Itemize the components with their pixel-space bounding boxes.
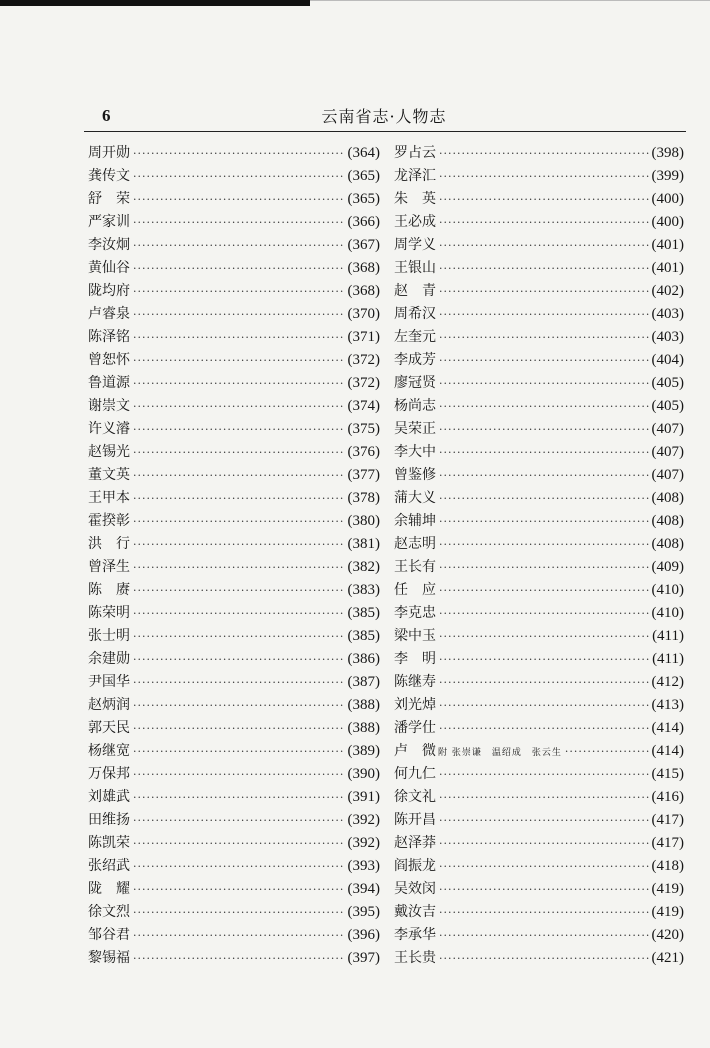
entry-page: (402) bbox=[651, 283, 684, 299]
entry-page: (404) bbox=[651, 352, 684, 368]
entry-name: 梁中玉 bbox=[394, 628, 436, 644]
toc-entry[interactable] bbox=[394, 257, 684, 280]
entry-page: (407) bbox=[651, 467, 684, 483]
toc-entry[interactable] bbox=[88, 234, 380, 257]
toc-entry[interactable] bbox=[394, 878, 684, 901]
entry-page: (376) bbox=[347, 444, 380, 460]
dot-leader bbox=[133, 372, 345, 395]
dot-leader bbox=[133, 211, 345, 234]
entry-name: 潘学仕 bbox=[394, 720, 436, 736]
entry-name: 王长有 bbox=[394, 559, 436, 575]
entry-page: (370) bbox=[347, 306, 380, 322]
dot-leader bbox=[133, 832, 345, 855]
toc-entry[interactable] bbox=[88, 280, 380, 303]
entry-page: (407) bbox=[651, 444, 684, 460]
entry-name: 左奎元 bbox=[394, 329, 436, 345]
page-header bbox=[84, 100, 684, 130]
dot-leader bbox=[133, 441, 345, 464]
dot-leader bbox=[439, 464, 649, 487]
entry-name: 张士明 bbox=[88, 628, 130, 644]
toc-entry[interactable] bbox=[394, 901, 684, 924]
entry-name: 陈开昌 bbox=[394, 812, 436, 828]
entry-page: (405) bbox=[651, 398, 684, 414]
entry-name: 余建勋 bbox=[88, 651, 130, 667]
entry-name: 赵志明 bbox=[394, 536, 436, 552]
toc-entry[interactable] bbox=[394, 717, 684, 740]
dot-leader bbox=[439, 579, 649, 602]
dot-leader bbox=[133, 648, 345, 671]
entry-page: (417) bbox=[651, 835, 684, 851]
toc-entry[interactable] bbox=[394, 763, 684, 786]
entry-page: (377) bbox=[347, 467, 380, 483]
entry-name: 王甲本 bbox=[88, 490, 130, 506]
entry-name: 刘雄武 bbox=[88, 789, 130, 805]
entry-page: (407) bbox=[651, 421, 684, 437]
dot-leader bbox=[133, 855, 345, 878]
toc-entry[interactable] bbox=[394, 924, 684, 947]
dot-leader bbox=[439, 924, 649, 947]
entry-page: (365) bbox=[347, 168, 380, 184]
toc-entry[interactable] bbox=[88, 464, 380, 487]
toc-entry[interactable] bbox=[88, 326, 380, 349]
dot-leader bbox=[439, 533, 649, 556]
entry-page: (399) bbox=[651, 168, 684, 184]
dot-leader bbox=[439, 786, 649, 809]
toc-entry[interactable] bbox=[394, 372, 684, 395]
entry-page: (392) bbox=[347, 835, 380, 851]
entry-name: 吴效闵 bbox=[394, 881, 436, 897]
entry-name: 陇均府 bbox=[88, 283, 130, 299]
entry-name: 龚传文 bbox=[88, 168, 130, 184]
entry-page: (395) bbox=[347, 904, 380, 920]
entry-name: 李汝炯 bbox=[88, 237, 130, 253]
toc-entry[interactable] bbox=[394, 326, 684, 349]
dot-leader bbox=[133, 280, 345, 303]
dot-leader bbox=[133, 556, 345, 579]
dot-leader bbox=[133, 487, 345, 510]
toc-entry[interactable] bbox=[88, 188, 380, 211]
entry-page: (372) bbox=[347, 375, 380, 391]
toc-entry[interactable] bbox=[394, 510, 684, 533]
dot-leader bbox=[439, 303, 649, 326]
entry-name: 黎锡福 bbox=[88, 950, 130, 966]
entry-page: (394) bbox=[347, 881, 380, 897]
dot-leader bbox=[439, 625, 649, 648]
toc-entry[interactable] bbox=[394, 809, 684, 832]
dot-leader bbox=[439, 487, 649, 510]
entry-name: 李成芳 bbox=[394, 352, 436, 368]
entry-page: (372) bbox=[347, 352, 380, 368]
dot-leader bbox=[439, 648, 649, 671]
dot-leader bbox=[439, 372, 649, 395]
dot-leader bbox=[439, 832, 649, 855]
dot-leader bbox=[439, 441, 649, 464]
entry-name: 陇耀 bbox=[88, 881, 144, 897]
toc-entry[interactable] bbox=[88, 855, 380, 878]
dot-leader bbox=[439, 717, 649, 740]
toc-entry[interactable] bbox=[394, 947, 684, 970]
entry-page: (401) bbox=[651, 237, 684, 253]
entry-name: 曾恕怀 bbox=[88, 352, 130, 368]
entry-page: (393) bbox=[347, 858, 380, 874]
entry-name: 尹国华 bbox=[88, 674, 130, 690]
entry-page: (417) bbox=[651, 812, 684, 828]
entry-name: 周学义 bbox=[394, 237, 436, 253]
entry-name: 陈泽铭 bbox=[88, 329, 130, 345]
toc-entry[interactable] bbox=[394, 234, 684, 257]
entry-name: 许义濬 bbox=[88, 421, 130, 437]
dot-leader bbox=[439, 901, 649, 924]
entry-page: (408) bbox=[651, 513, 684, 529]
dot-leader bbox=[133, 579, 345, 602]
toc-entry[interactable] bbox=[88, 832, 380, 855]
entry-name: 何九仁 bbox=[394, 766, 436, 782]
entry-page: (400) bbox=[651, 214, 684, 230]
entry-name: 谢崇文 bbox=[88, 398, 130, 414]
entry-name: 罗占云 bbox=[394, 145, 436, 161]
toc-entry[interactable] bbox=[88, 372, 380, 395]
toc-entry[interactable] bbox=[88, 395, 380, 418]
entry-name: 刘光焯 bbox=[394, 697, 436, 713]
entry-page: (378) bbox=[347, 490, 380, 506]
entry-page: (421) bbox=[651, 950, 684, 966]
entry-name: 朱英 bbox=[394, 191, 450, 207]
toc-entry[interactable] bbox=[88, 671, 380, 694]
dot-leader bbox=[133, 671, 345, 694]
toc-entry[interactable] bbox=[88, 924, 380, 947]
dot-leader bbox=[133, 257, 345, 280]
entry-name: 曾泽生 bbox=[88, 559, 130, 575]
entry-name: 赵锡光 bbox=[88, 444, 130, 460]
entry-page: (367) bbox=[347, 237, 380, 253]
dot-leader bbox=[133, 602, 345, 625]
entry-name: 严家训 bbox=[88, 214, 130, 230]
toc-entry[interactable] bbox=[394, 303, 684, 326]
dot-leader bbox=[133, 349, 345, 372]
entry-name: 董文英 bbox=[88, 467, 130, 483]
dot-leader bbox=[133, 924, 345, 947]
toc-entry[interactable] bbox=[88, 694, 380, 717]
entry-name: 吴荣正 bbox=[394, 421, 436, 437]
toc-entry[interactable] bbox=[88, 740, 380, 763]
entry-name: 徐文礼 bbox=[394, 789, 436, 805]
entry-page: (405) bbox=[651, 375, 684, 391]
entry-name: 万保邦 bbox=[88, 766, 130, 782]
dot-leader bbox=[133, 694, 345, 717]
toc-entry[interactable] bbox=[88, 947, 380, 970]
toc-entry[interactable] bbox=[394, 280, 684, 303]
dot-leader bbox=[133, 763, 345, 786]
entry-name: 张绍武 bbox=[88, 858, 130, 874]
toc-entry[interactable] bbox=[88, 349, 380, 372]
entry-name: 陈赓 bbox=[88, 582, 144, 598]
entry-page: (385) bbox=[347, 628, 380, 644]
entry-page: (419) bbox=[651, 881, 684, 897]
entry-page: (396) bbox=[347, 927, 380, 943]
dot-leader bbox=[133, 786, 345, 809]
dot-leader bbox=[133, 947, 345, 970]
toc-entry[interactable] bbox=[88, 441, 380, 464]
dot-leader bbox=[439, 855, 649, 878]
entry-page: (410) bbox=[651, 605, 684, 621]
entry-page: (401) bbox=[651, 260, 684, 276]
toc-entry[interactable] bbox=[88, 717, 380, 740]
dot-leader bbox=[565, 740, 649, 763]
entry-page: (408) bbox=[651, 536, 684, 552]
entry-name: 杨尚志 bbox=[394, 398, 436, 414]
running-title: 云南省志·人物志 bbox=[321, 107, 447, 126]
entry-page: (386) bbox=[347, 651, 380, 667]
toc-left-column bbox=[88, 142, 380, 970]
dot-leader bbox=[439, 671, 649, 694]
entry-name: 蒲大义 bbox=[394, 490, 436, 506]
entry-page: (418) bbox=[651, 858, 684, 874]
toc-entry[interactable] bbox=[394, 441, 684, 464]
entry-page: (419) bbox=[651, 904, 684, 920]
entry-name: 阎振龙 bbox=[394, 858, 436, 874]
toc-entry[interactable] bbox=[394, 579, 684, 602]
entry-name: 周开勋 bbox=[88, 145, 130, 161]
entry-page: (364) bbox=[347, 145, 380, 161]
dot-leader bbox=[133, 625, 345, 648]
entry-page: (385) bbox=[347, 605, 380, 621]
dot-leader bbox=[133, 395, 345, 418]
dot-leader bbox=[439, 349, 649, 372]
dot-leader bbox=[133, 142, 345, 165]
header-rule bbox=[84, 131, 686, 132]
toc-entry[interactable] bbox=[394, 395, 684, 418]
entry-name: 赵泽莽 bbox=[394, 835, 436, 851]
toc-entry[interactable] bbox=[88, 211, 380, 234]
toc-entry[interactable] bbox=[88, 602, 380, 625]
entry-name: 郭天民 bbox=[88, 720, 130, 736]
toc-entry[interactable] bbox=[88, 625, 380, 648]
dot-leader bbox=[439, 418, 649, 441]
toc-entry[interactable] bbox=[88, 901, 380, 924]
entry-page: (365) bbox=[347, 191, 380, 207]
dot-leader bbox=[133, 809, 345, 832]
entry-page: (397) bbox=[347, 950, 380, 966]
entry-name: 王必成 bbox=[394, 214, 436, 230]
toc-entry[interactable] bbox=[88, 257, 380, 280]
entry-page: (371) bbox=[347, 329, 380, 345]
toc-entry[interactable] bbox=[394, 349, 684, 372]
entry-page: (368) bbox=[347, 260, 380, 276]
entry-page: (368) bbox=[347, 283, 380, 299]
toc-entry[interactable] bbox=[394, 487, 684, 510]
entry-note: 附 张崇谦 温绍成 张云生 bbox=[438, 748, 562, 758]
entry-name: 卢微 bbox=[394, 743, 450, 759]
toc-entry[interactable] bbox=[88, 786, 380, 809]
dot-leader bbox=[439, 211, 649, 234]
entry-name: 余辅坤 bbox=[394, 513, 436, 529]
entry-page: (388) bbox=[347, 720, 380, 736]
toc-entry[interactable] bbox=[88, 487, 380, 510]
toc-entry[interactable] bbox=[394, 533, 684, 556]
dot-leader bbox=[439, 763, 649, 786]
dot-leader bbox=[439, 809, 649, 832]
dot-leader bbox=[133, 878, 345, 901]
dot-leader bbox=[133, 533, 345, 556]
toc-entry[interactable] bbox=[88, 809, 380, 832]
dot-leader bbox=[133, 326, 345, 349]
entry-page: (389) bbox=[347, 743, 380, 759]
dot-leader bbox=[439, 878, 649, 901]
entry-page: (414) bbox=[651, 720, 684, 736]
entry-name: 陈继寿 bbox=[394, 674, 436, 690]
entry-page: (398) bbox=[651, 145, 684, 161]
toc-entry[interactable] bbox=[394, 556, 684, 579]
entry-page: (420) bbox=[651, 927, 684, 943]
dot-leader bbox=[133, 510, 345, 533]
toc-entry[interactable] bbox=[394, 464, 684, 487]
entry-name: 王银山 bbox=[394, 260, 436, 276]
entry-page: (400) bbox=[651, 191, 684, 207]
toc-entry[interactable] bbox=[394, 211, 684, 234]
entry-name: 陈凯荣 bbox=[88, 835, 130, 851]
entry-name: 李承华 bbox=[394, 927, 436, 943]
entry-page: (381) bbox=[347, 536, 380, 552]
toc-entry[interactable] bbox=[88, 579, 380, 602]
entry-name: 赵炳润 bbox=[88, 697, 130, 713]
entry-page: (382) bbox=[347, 559, 380, 575]
entry-name: 徐文烈 bbox=[88, 904, 130, 920]
entry-page: (409) bbox=[651, 559, 684, 575]
toc-entry[interactable] bbox=[88, 878, 380, 901]
entry-page: (390) bbox=[347, 766, 380, 782]
toc-entry[interactable] bbox=[394, 740, 684, 763]
entry-name: 李克忠 bbox=[394, 605, 436, 621]
entry-page: (388) bbox=[347, 697, 380, 713]
entry-page: (391) bbox=[347, 789, 380, 805]
entry-name: 卢睿泉 bbox=[88, 306, 130, 322]
toc-entry[interactable] bbox=[394, 142, 684, 165]
entry-name: 洪行 bbox=[88, 536, 144, 552]
entry-page: (383) bbox=[347, 582, 380, 598]
toc-entry[interactable] bbox=[394, 165, 684, 188]
toc-entry[interactable] bbox=[88, 533, 380, 556]
dot-leader bbox=[439, 165, 649, 188]
toc-entry[interactable] bbox=[88, 142, 380, 165]
toc-entry[interactable] bbox=[394, 671, 684, 694]
dot-leader bbox=[439, 188, 649, 211]
toc-entry[interactable] bbox=[88, 165, 380, 188]
toc-entry[interactable] bbox=[394, 694, 684, 717]
toc-right-column bbox=[394, 142, 684, 970]
toc-entry[interactable] bbox=[394, 786, 684, 809]
toc-entry[interactable] bbox=[394, 418, 684, 441]
dot-leader bbox=[133, 740, 345, 763]
dot-leader bbox=[439, 510, 649, 533]
dot-leader bbox=[133, 234, 345, 257]
toc-entry[interactable] bbox=[88, 303, 380, 326]
entry-name: 周希汉 bbox=[394, 306, 436, 322]
entry-page: (403) bbox=[651, 306, 684, 322]
entry-page: (387) bbox=[347, 674, 380, 690]
dot-leader bbox=[133, 901, 345, 924]
dot-leader bbox=[439, 142, 649, 165]
toc-entry[interactable] bbox=[88, 763, 380, 786]
entry-name: 黄仙谷 bbox=[88, 260, 130, 276]
entry-name: 任应 bbox=[394, 582, 450, 598]
dot-leader bbox=[439, 234, 649, 257]
dot-leader bbox=[133, 464, 345, 487]
entry-page: (412) bbox=[651, 674, 684, 690]
toc-entry[interactable] bbox=[394, 625, 684, 648]
toc-entry[interactable] bbox=[88, 510, 380, 533]
dot-leader bbox=[133, 165, 345, 188]
entry-name: 霍揆彰 bbox=[88, 513, 130, 529]
entry-page: (392) bbox=[347, 812, 380, 828]
entry-name: 田维扬 bbox=[88, 812, 130, 828]
dot-leader bbox=[133, 303, 345, 326]
entry-page: (414) bbox=[651, 743, 684, 759]
entry-page: (374) bbox=[347, 398, 380, 414]
entry-page: (375) bbox=[347, 421, 380, 437]
toc-entry[interactable] bbox=[88, 418, 380, 441]
entry-page: (408) bbox=[651, 490, 684, 506]
entry-name: 王长贵 bbox=[394, 950, 436, 966]
entry-name: 曾鉴修 bbox=[394, 467, 436, 483]
entry-page: (411) bbox=[652, 628, 684, 644]
entry-page: (413) bbox=[651, 697, 684, 713]
toc-entry[interactable] bbox=[88, 556, 380, 579]
dot-leader bbox=[133, 418, 345, 441]
toc-entry[interactable] bbox=[394, 188, 684, 211]
entry-page: (415) bbox=[651, 766, 684, 782]
entry-page: (380) bbox=[347, 513, 380, 529]
entry-name: 鲁道源 bbox=[88, 375, 130, 391]
dot-leader bbox=[439, 947, 649, 970]
dot-leader bbox=[439, 694, 649, 717]
toc-entry[interactable] bbox=[394, 832, 684, 855]
dot-leader bbox=[439, 257, 649, 280]
dot-leader bbox=[133, 717, 345, 740]
entry-name: 邹谷君 bbox=[88, 927, 130, 943]
entry-name: 李大中 bbox=[394, 444, 436, 460]
entry-page: (410) bbox=[651, 582, 684, 598]
toc-entry[interactable] bbox=[394, 602, 684, 625]
entry-page: (366) bbox=[347, 214, 380, 230]
entry-page: (403) bbox=[651, 329, 684, 345]
top-edge-hairline bbox=[310, 0, 710, 1]
entry-name: 舒荣 bbox=[88, 191, 144, 207]
dot-leader bbox=[439, 602, 649, 625]
entry-page: (411) bbox=[652, 651, 684, 667]
entry-name: 戴汝吉 bbox=[394, 904, 436, 920]
top-edge-rule bbox=[0, 0, 310, 6]
entry-page: (416) bbox=[651, 789, 684, 805]
dot-leader bbox=[439, 395, 649, 418]
entry-name: 龙泽汇 bbox=[394, 168, 436, 184]
dot-leader bbox=[439, 556, 649, 579]
toc-entry[interactable] bbox=[394, 648, 684, 671]
entry-name: 赵青 bbox=[394, 283, 450, 299]
toc-entry[interactable] bbox=[394, 855, 684, 878]
entry-name: 杨继宽 bbox=[88, 743, 130, 759]
entry-name: 廖冠贤 bbox=[394, 375, 436, 391]
entry-name: 陈荣明 bbox=[88, 605, 130, 621]
toc-entry[interactable] bbox=[88, 648, 380, 671]
page-number: 6 bbox=[102, 106, 111, 125]
dot-leader bbox=[133, 188, 345, 211]
dot-leader bbox=[439, 326, 649, 349]
dot-leader bbox=[439, 280, 649, 303]
entry-name: 李明 bbox=[394, 651, 450, 667]
